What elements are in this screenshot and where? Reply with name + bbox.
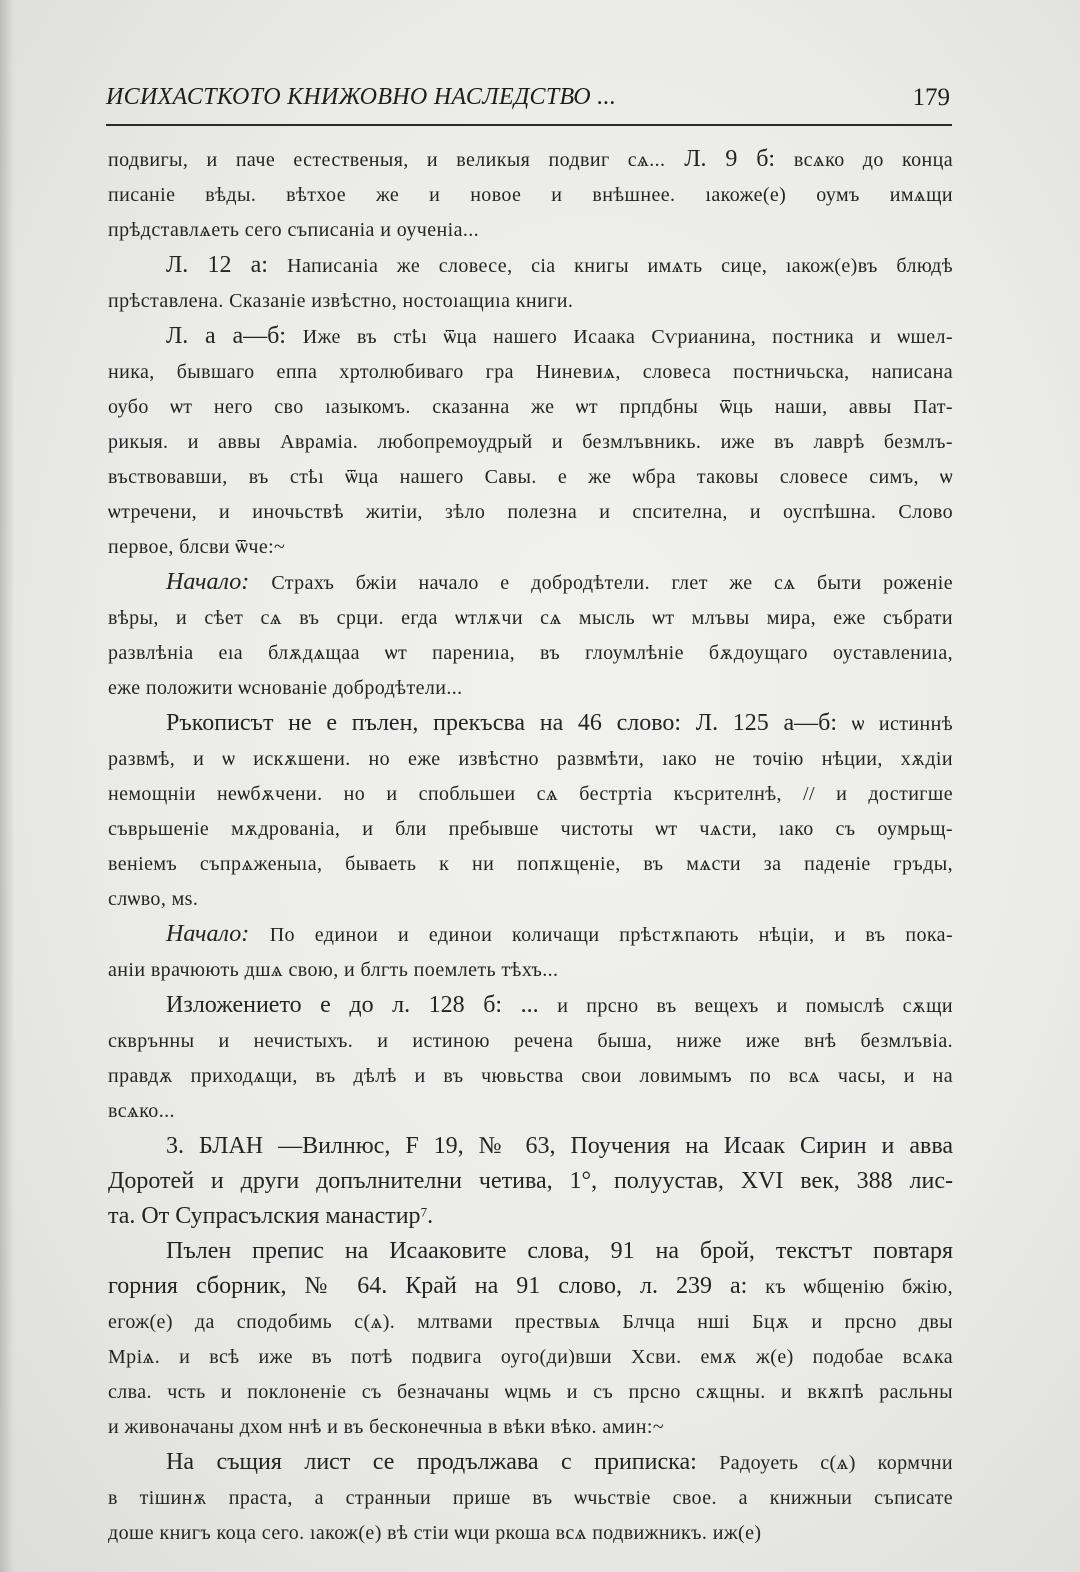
modern-text: 3. БЛАН —Вилнюс, F 19, № 63, Поучения на Исаак Сирин и авва	[166, 1133, 953, 1159]
church-slavonic-text: аніи врачюють дшѧ свою, и блгть поемлеть тѣхъ...	[108, 959, 559, 981]
modern-text: На същия лист се продължава с приписка:	[166, 1449, 720, 1475]
church-slavonic-text: всѧко до конца	[793, 149, 953, 171]
text-line	[108, 953, 953, 988]
modern-text: Пълен препис на Исааковите слова, 91 на брой, текстът повтаря	[166, 1238, 953, 1264]
text-line	[108, 1024, 953, 1059]
text-line	[108, 1269, 953, 1305]
page-number: 179	[912, 84, 950, 111]
modern-text: Л. а а—б:	[166, 323, 303, 349]
text-line	[108, 917, 953, 953]
modern-text: Начало:	[166, 921, 270, 947]
text-line	[108, 319, 953, 355]
paragraph	[108, 1445, 953, 1551]
church-slavonic-text: писаніе вѣды. вѣтхое же и новое и внѣшнее. ıакоже(е) оумъ имѧщи	[108, 184, 953, 206]
text-line	[108, 213, 953, 248]
church-slavonic-text: рикыя. и аввы Авраміа. любопремоудрый и безмлъвникь. иже въ лаврѣ безмлъ-	[108, 431, 953, 453]
text-line	[108, 601, 953, 636]
church-slavonic-text: Страхъ бжіи начало е добродѣтели. глет же сѧ быти роженіе	[271, 572, 954, 594]
text-line	[108, 495, 953, 530]
running-title: ИСИХАСТКОТО КНИЖОВНО НАСЛЕДСТВО ...	[106, 84, 617, 110]
church-slavonic-text: скврънны и нечистыхъ. и истиною речена быша, ниже иже внѣ безмлъвіа.	[108, 1030, 953, 1052]
church-slavonic-text: развмѣ, и ѡ искѫшени. но еже извѣстно развмѣти, ıако не точію нѣции, хѫдіи	[108, 748, 953, 770]
paragraph	[108, 917, 953, 988]
text-line	[108, 1129, 953, 1164]
modern-text: Ръкописът не е пълен, прекъсва на 46 слово: Л. 125 а—б:	[166, 710, 852, 736]
text-line	[108, 1059, 953, 1094]
text-line	[108, 671, 953, 706]
text-line	[108, 1164, 953, 1199]
header-rule	[106, 124, 952, 126]
footnote-marker[interactable]: 7	[420, 1204, 428, 1220]
church-slavonic-text: Написаніа же словесе, сіа книгы имѧть сице, ıакож(е)въ блюдѣ	[287, 255, 953, 277]
text-line	[108, 355, 953, 390]
church-slavonic-text: егож(е) да сподобимь с(ѧ). млтвами прествыѧ Блчца нші Бцѫ и прсно двы	[108, 1311, 953, 1333]
church-slavonic-text: доше книгъ коца сего. ıакож(е) вѣ стіи ѡци ркоша всѧ подвижникъ. иж(е)	[108, 1522, 762, 1544]
paragraph	[108, 319, 953, 565]
paragraph	[108, 142, 953, 248]
church-slavonic-text: ѡ истиннѣ	[851, 713, 953, 735]
text-line	[108, 390, 953, 425]
modern-text: .	[427, 1203, 434, 1229]
church-slavonic-text: веніемъ съпрѧженыıа, бываеть к ни попѫщеніе, въ мѧсти за паденіе гръды,	[108, 853, 953, 875]
church-slavonic-text: оубо ѡт него сво ıазыкомъ. сказанна же ѡт прпдбны ѿць наши, аввы Пат-	[108, 396, 953, 418]
text-line	[108, 178, 953, 213]
paragraph	[108, 565, 953, 706]
text-line	[108, 248, 953, 284]
text-line	[108, 1234, 953, 1269]
paragraph	[108, 988, 953, 1129]
church-slavonic-text: правдѫ приходѧщи, въ дѣлѣ и въ чювьства свои ловимымъ по всѧ часы, и на	[108, 1065, 953, 1087]
text-line	[108, 1481, 953, 1516]
paragraph	[108, 706, 953, 917]
church-slavonic-text: и живоначаны дхом ннѣ и въ бесконечныа в вѣки вѣко. амин:~	[108, 1416, 665, 1438]
church-slavonic-text: ника, бывшаго еппа хртолюбиваго гра Ниневиѧ, словеса постничьска, написана	[108, 361, 953, 383]
text-line	[108, 882, 953, 917]
text-line	[108, 1516, 953, 1551]
text-line	[108, 142, 953, 178]
church-slavonic-text: подвигы, и паче естественыя, и великыя подвиг сѧ...	[108, 149, 666, 171]
modern-text: горния сборник, № 64. Край на 91 слово, л. 239 а:	[108, 1273, 766, 1299]
church-slavonic-text: По единои и единои количащи прѣстѫпають нѣціи, и въ пока-	[269, 924, 953, 946]
paragraph	[108, 1129, 953, 1234]
modern-text: Изложението е до л. 128 б: ...	[166, 992, 558, 1018]
modern-text: Л. 12 а:	[166, 252, 288, 278]
text-line	[108, 988, 953, 1024]
church-slavonic-text: къ ѡбщенію бжію,	[765, 1276, 954, 1298]
church-slavonic-text: еже положити ѡснованіе добродѣтели...	[108, 677, 463, 699]
church-slavonic-text: в тішинѫ праста, а странныи прише въ ѡчьствіе свое. а книжныи съписате	[108, 1487, 953, 1509]
text-line	[108, 742, 953, 777]
modern-text: та. От Супрасълския манастир	[108, 1203, 421, 1229]
church-slavonic-text: слва. чсть и поклоненіе съ безначаны ѡцмь и съ прсно сѫщны. и вкѫпѣ расльны	[108, 1381, 953, 1403]
text-line	[108, 847, 953, 882]
church-slavonic-text: ѡтречени, и иночьствѣ житіи, зѣло полезна и спсителна, и оуспѣшна. Слово	[108, 501, 953, 523]
text-line	[108, 636, 953, 671]
text-line	[108, 1305, 953, 1340]
text-line	[108, 530, 953, 565]
church-slavonic-text: немощніи неѡбѫчени. но и спобльшеи сѧ бестртіа късрителнѣ, // и достигше	[108, 783, 953, 805]
text-line	[108, 1199, 953, 1234]
church-slavonic-text: вѣры, и сѣет сѧ въ срци. егда ѡтлѫчи сѧ мысль ѡт млъвы мира, еже събрати	[108, 607, 953, 629]
modern-text: Начало:	[166, 569, 272, 595]
church-slavonic-text: въствовавши, въ стҍı ѿца нашего Савы. е же ѡбра таковы словесе симъ, ѡ	[108, 466, 953, 488]
paragraph	[108, 1234, 953, 1445]
text-line	[108, 1410, 953, 1445]
church-slavonic-text: слѡво, мѕ.	[108, 888, 199, 910]
church-slavonic-text: Радоуеть с(ѧ) кормчни	[719, 1452, 954, 1474]
church-slavonic-text: первое, блсви ѿче:~	[108, 536, 286, 558]
text-line	[108, 1445, 953, 1481]
modern-text: Л. 9 б:	[665, 146, 794, 172]
paragraph	[108, 248, 953, 319]
church-slavonic-text: съврьшеніе мѫдрованіа, и бли пребывше чистоты ѡт чѧсти, ıако съ оумрьщ-	[108, 818, 953, 840]
text-line	[108, 565, 953, 601]
text-line	[108, 460, 953, 495]
church-slavonic-text: прѣдставлѧеть сего съписаніа и оученіа...	[108, 219, 480, 241]
page-edge-shadow	[0, 0, 14, 1572]
church-slavonic-text: Иже въ стҍı ѿца нашего Исаака Сѵрианина, постника и ѡшел-	[302, 326, 953, 348]
text-line	[108, 425, 953, 460]
page-body	[108, 142, 953, 1551]
text-line	[108, 1375, 953, 1410]
church-slavonic-text: и прсно въ вещехъ и помыслѣ сѫщи	[557, 995, 953, 1017]
text-line	[108, 706, 953, 742]
modern-text: Доротей и други допълнителни четива, 1°, полуустав, XVI век, 388 лис-	[108, 1168, 953, 1194]
text-line	[108, 812, 953, 847]
church-slavonic-text: Мріѧ. и всѣ иже въ потѣ подвига оуго(ди)вши Хсви. емѫ ж(е) подобае всѧка	[108, 1346, 953, 1368]
church-slavonic-text: развлѣніа еıа блѫдѧщаа ѡт парениıа, въ глоумлѣніе бѫдоущаго оуставлениıа,	[108, 642, 953, 664]
text-line	[108, 777, 953, 812]
text-line	[108, 1340, 953, 1375]
church-slavonic-text: прѣставлена. Сказаніе извѣстно, ностоıащиıа книги.	[108, 290, 574, 312]
text-line	[108, 284, 953, 319]
running-header	[106, 82, 954, 122]
text-line	[108, 1094, 953, 1129]
church-slavonic-text: всѧко...	[108, 1100, 175, 1122]
